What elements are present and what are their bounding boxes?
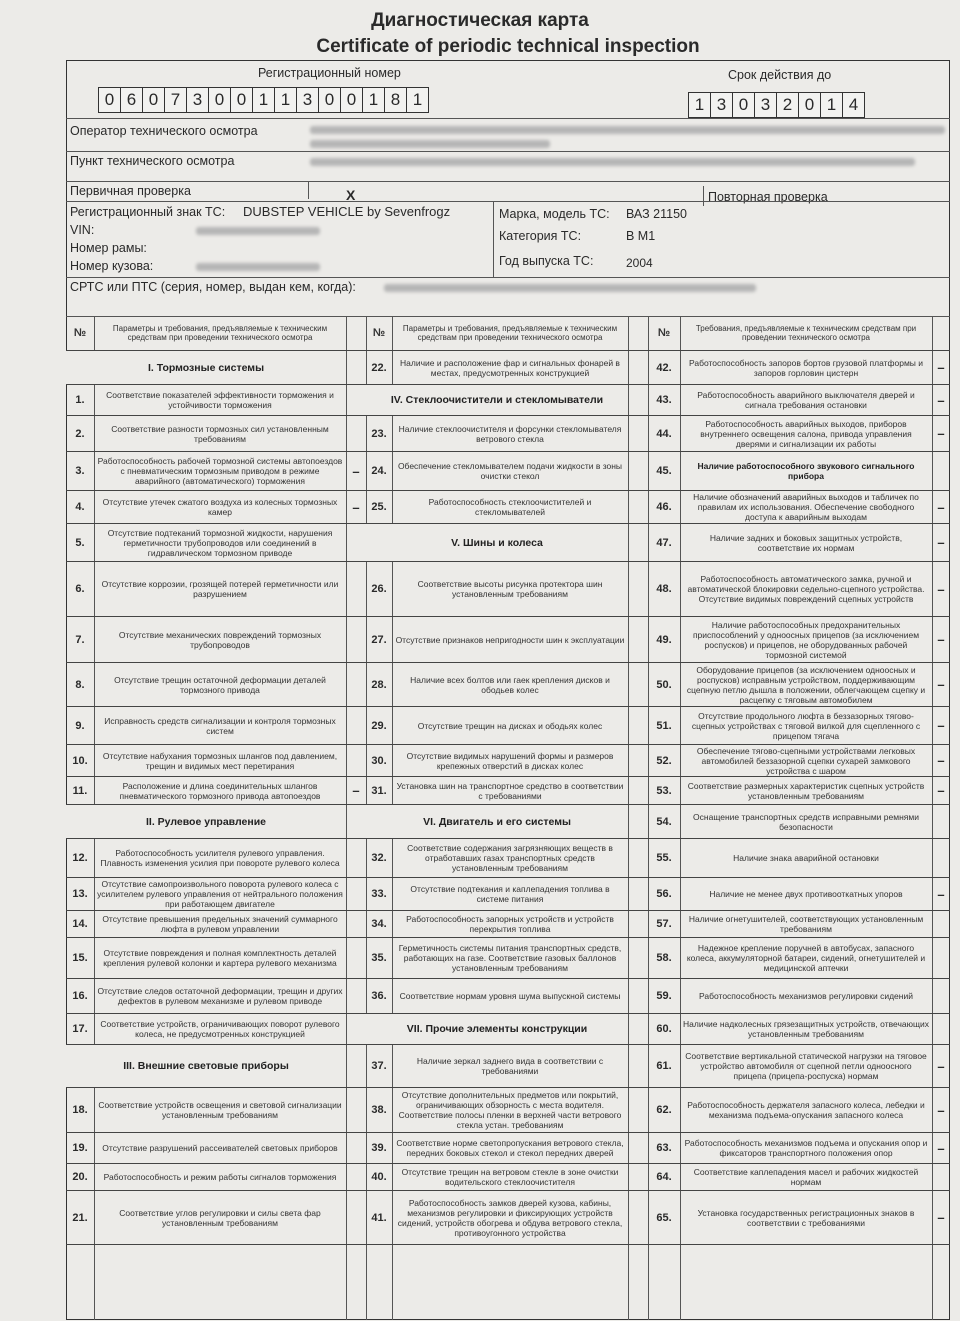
operator-redacted-2: [310, 140, 550, 148]
valid-until-digits: [688, 92, 864, 118]
row-number: 26.: [366, 562, 392, 617]
row-mark: [628, 707, 648, 745]
requirement-text: Наличие не менее двух противооткатных упоров: [680, 878, 932, 911]
row-number: 10.: [66, 745, 94, 777]
plate-value: DUBSTEP VEHICLE by Sevenfrogz: [243, 204, 451, 219]
row-number: 59.: [648, 979, 680, 1014]
row-number: 33.: [366, 878, 392, 911]
row-number: 47.: [648, 524, 680, 562]
requirement-text: Соответствие каплепадения масел и рабочих жидкостей нормам: [680, 1164, 932, 1191]
requirement-text: Соответствие вертикальной статической нагрузки на тяговое устройство автомобиля от сцепной петли одноосного прицепа (прицепа-роспуска) нормам: [680, 1045, 932, 1088]
row-number: 5.: [66, 524, 94, 562]
row-mark: [628, 1014, 648, 1045]
reg-number-label: Регистрационный номер: [258, 66, 401, 80]
divider: [66, 277, 950, 278]
digit-box: 1: [688, 92, 711, 118]
requirement-text: Работоспособность аварийного выключателя дверей и сигнала требования остановки: [680, 385, 932, 416]
row-mark: –: [932, 385, 950, 416]
row-mark: [628, 524, 648, 562]
col2-no-header: №: [366, 316, 392, 351]
requirement-text: Работоспособность замков дверей кузова, кабины, механизмов регулировки и фиксирующих устройств сидений, устройств обогрева и обдува ветрового стекла, противоугонного устройства: [392, 1191, 628, 1245]
row-mark: [628, 1191, 648, 1245]
col2-mark-header: [628, 316, 648, 351]
requirement-text: Наличие работоспособного звукового сигнального прибора: [680, 452, 932, 491]
row-number: 1.: [66, 385, 94, 416]
row-number: 35.: [366, 938, 392, 979]
row-number: 15.: [66, 938, 94, 979]
requirement-text: Герметичность системы питания транспортных средств, работающих на газе. Соответствие газовых баллонов установленным требованиям: [392, 938, 628, 979]
row-mark: [628, 351, 648, 385]
srts-label: СРТС или ПТС (серия, номер, выдан кем, когда):: [70, 280, 356, 294]
requirement-text: Соответствие устройств, ограничивающих поворот рулевого колеса, не предусмотренных конструкцией: [94, 1014, 346, 1045]
requirement-text: Наличие огнетушителей, соответствующих установленным требованиям: [680, 911, 932, 938]
requirement-text: Исправность средств сигнализации и контроля тормозных систем: [94, 707, 346, 745]
row-mark: [628, 663, 648, 707]
requirement-text: Установка государственных регистрационных знаков в соответствии с требованиями: [680, 1191, 932, 1245]
col3-mark-header: [932, 316, 950, 351]
digit-box: 0: [98, 87, 121, 113]
divider: [493, 201, 494, 277]
row-mark: [628, 1164, 648, 1191]
row-mark: [628, 562, 648, 617]
row-mark: [932, 938, 950, 979]
row-mark: [346, 1164, 366, 1191]
requirement-text: Наличие стеклоочистителя и форсунки стекломывателя ветрового стекла: [392, 416, 628, 452]
year-label: Год выпуска ТС:: [499, 254, 594, 268]
digit-box: 0: [208, 87, 231, 113]
requirement-text: Наличие всех болтов или гаек крепления дисков и ободьев колес: [392, 663, 628, 707]
vin-label: VIN:: [70, 223, 95, 237]
requirement-text: Надежное крепление поручней в автобусах, запасного колеса, аккумуляторной батареи, сидений, огнетушителей и медицинской аптечки: [680, 938, 932, 979]
inspection-table: [66, 316, 950, 1320]
row-number: 43.: [648, 385, 680, 416]
row-mark: [346, 1088, 366, 1133]
requirement-text: Соответствие содержания загрязняющих веществ в отработавших газах транспортных средств установленным требованиям: [392, 839, 628, 878]
row-number: 37.: [366, 1045, 392, 1088]
requirement-text: Наличие и расположение фар и сигнальных фонарей в местах, предусмотренных конструкцией: [392, 351, 628, 385]
requirement-text: Наличие работоспособных предохранительных приспособлений у одноосных прицепов (за исключением роспусков) и прицепов, не оборудованных рабочей тормозной системой: [680, 617, 932, 663]
requirement-text: Наличие знака аварийной остановки: [680, 839, 932, 878]
row-number: 57.: [648, 911, 680, 938]
make-value: ВАЗ 21150: [626, 207, 687, 221]
repeat-check-label: Повторная проверка: [708, 190, 828, 204]
requirement-text: Наличие надколесных грязезащитных устройств, отвечающих установленным требованиям: [680, 1014, 932, 1045]
requirement-text: Отсутствие коррозии, грозящей потерей герметичности или разрушением: [94, 562, 346, 617]
point-redacted: [310, 158, 915, 166]
row-mark: [346, 805, 366, 839]
row-number: 28.: [366, 663, 392, 707]
row-mark: –: [932, 1133, 950, 1164]
divider: [66, 118, 950, 119]
row-number: 32.: [366, 839, 392, 878]
row-number: 56.: [648, 878, 680, 911]
requirement-text: Отсутствие утечек сжатого воздуха из колесных тормозных камер: [94, 491, 346, 524]
title-en: Certificate of periodic technical inspection: [316, 36, 700, 57]
row-mark: –: [932, 1191, 950, 1245]
digit-box: 2: [776, 92, 799, 118]
section-heading: V. Шины и колеса: [366, 524, 628, 562]
body-redacted: [196, 263, 320, 271]
digit-box: 1: [274, 87, 297, 113]
row-number: 38.: [366, 1088, 392, 1133]
row-number: 14.: [66, 911, 94, 938]
row-mark: –: [932, 351, 950, 385]
row-mark: –: [932, 617, 950, 663]
row-number: 52.: [648, 745, 680, 777]
primary-check-label: Первичная проверка: [70, 184, 191, 198]
srts-redacted: [384, 284, 756, 292]
digit-box: 3: [186, 87, 209, 113]
row-number: 51.: [648, 707, 680, 745]
row-mark: [628, 911, 648, 938]
col3-no-header: №: [648, 316, 680, 351]
row-mark: [346, 1045, 366, 1088]
row-number: 58.: [648, 938, 680, 979]
title-ru: Диагностическая карта: [371, 10, 589, 31]
row-number: 39.: [366, 1133, 392, 1164]
reg-number-digits: [98, 87, 428, 113]
requirement-text: Отсутствие подтекания и каплепадения топлива в системе питания: [392, 878, 628, 911]
requirement-text: Соответствие углов регулировки и силы света фар установленным требованиям: [94, 1191, 346, 1245]
requirement-text: Работоспособность запоров бортов грузовой платформы и запоров горловин цистерн: [680, 351, 932, 385]
row-mark: [346, 839, 366, 878]
requirement-text: Отсутствие трещин остаточной деформации деталей тормозного привода: [94, 663, 346, 707]
requirement-text: Отсутствие набухания тормозных шлангов под давлением, трещин и видимых мест перетирания: [94, 745, 346, 777]
requirement-text: Отсутствие признаков непригодности шин к эксплуатации: [392, 617, 628, 663]
requirement-text: Соответствие норме светопропускания ветрового стекла, передних боковых стекол и стекол передних дверей: [392, 1133, 628, 1164]
row-mark: –: [932, 1045, 950, 1088]
row-number: 9.: [66, 707, 94, 745]
row-mark: [628, 617, 648, 663]
row-number: 22.: [366, 351, 392, 385]
section-heading: II. Рулевое управление: [66, 805, 346, 839]
row-mark: [932, 911, 950, 938]
requirement-text: Работоспособность держателя запасного колеса, лебедки и механизма подъема-опускания запасного колеса: [680, 1088, 932, 1133]
row-mark: [346, 663, 366, 707]
col1-mark-header: [346, 316, 366, 351]
requirement-text: Отсутствие трещин на ветровом стекле в зоне очистки водительского стеклоочистителя: [392, 1164, 628, 1191]
row-mark: [932, 979, 950, 1014]
digit-box: 1: [362, 87, 385, 113]
row-mark: [346, 1014, 366, 1045]
row-mark: [346, 1133, 366, 1164]
requirement-text: Наличие задних и боковых защитных устройств, соответствие их нормам: [680, 524, 932, 562]
row-number: 27.: [366, 617, 392, 663]
row-number: 13.: [66, 878, 94, 911]
row-mark: [346, 707, 366, 745]
digit-box: 8: [384, 87, 407, 113]
row-number: 31.: [366, 777, 392, 805]
row-number: 55.: [648, 839, 680, 878]
row-mark: –: [932, 663, 950, 707]
digit-box: 3: [296, 87, 319, 113]
requirement-text: Отсутствие самопроизвольного поворота рулевого колеса с усилителем рулевого управления от нейтрального положения при работающем двигателе: [94, 878, 346, 911]
row-mark: [628, 1045, 648, 1088]
col1-no-header: №: [66, 316, 94, 351]
row-number: 54.: [648, 805, 680, 839]
row-number: 34.: [366, 911, 392, 938]
requirement-text: Соответствие устройств освещения и световой сигнализации установленным требованиям: [94, 1088, 346, 1133]
row-number: 23.: [366, 416, 392, 452]
requirement-text: Оснащение транспортных средств исправными ремнями безопасности: [680, 805, 932, 839]
row-mark: [628, 1133, 648, 1164]
requirement-text: Работоспособность стеклоочистителей и стекломывателей: [392, 491, 628, 524]
plate-label: Регистрационный знак ТС:: [70, 205, 226, 219]
valid-until-label: Срок действия до: [728, 68, 832, 82]
digit-box: 6: [120, 87, 143, 113]
divider: [703, 186, 704, 206]
requirement-text: Отсутствие повреждения и полная комплектность деталей крепления рулевой колонки и картера рулевого механизма: [94, 938, 346, 979]
row-mark: [628, 491, 648, 524]
row-mark: –: [346, 491, 366, 524]
category-label: Категория ТС:: [499, 229, 582, 243]
section-heading: VII. Прочие элементы конструкции: [366, 1014, 628, 1045]
requirement-text: Отсутствие продольного люфта в беззазорных тягово-сцепных устройствах с тяговой вилкой для сцепленного с прицепом тягача: [680, 707, 932, 745]
digit-box: 1: [406, 87, 429, 113]
requirement-text: Отсутствие подтеканий тормозной жидкости, нарушения герметичности трубопроводов или соединений в гидравлическом тормозном приводе: [94, 524, 346, 562]
requirement-text: Работоспособность механизмов подъема и опускания опор и фиксаторов транспортного положения опор: [680, 1133, 932, 1164]
row-mark: [346, 745, 366, 777]
row-mark: –: [932, 878, 950, 911]
year-value: 2004: [626, 256, 653, 270]
requirement-text: Отсутствие разрушений рассеивателей световых приборов: [94, 1133, 346, 1164]
digit-box: 0: [318, 87, 341, 113]
col2-header: Параметры и требования, предъявляемые к техническим средствам при проведении технического осмотра: [392, 316, 628, 351]
row-mark: [628, 452, 648, 491]
requirement-text: Обеспечение тягово-сцепными устройствами легковых автомобилей беззазорной сцепки сухарей замкового устройства с шаром: [680, 745, 932, 777]
row-number: 48.: [648, 562, 680, 617]
row-number: 6.: [66, 562, 94, 617]
row-number: 62.: [648, 1088, 680, 1133]
row-mark: [628, 839, 648, 878]
frame-number-label: Номер рамы:: [70, 241, 147, 255]
digit-box: 1: [252, 87, 275, 113]
row-mark: [628, 938, 648, 979]
requirement-text: Отсутствие трещин на дисках и ободьях колес: [392, 707, 628, 745]
requirement-text: Соответствие размерных характеристик сцепных устройств установленным требованиям: [680, 777, 932, 805]
requirement-text: Работоспособность усилителя рулевого управления. Плавность изменения усилия при повороте рулевого колеса: [94, 839, 346, 878]
make-label: Марка, модель ТС:: [499, 207, 610, 221]
digit-box: 0: [732, 92, 755, 118]
section-heading: I. Тормозные системы: [66, 351, 346, 385]
row-number: 40.: [366, 1164, 392, 1191]
divider: [66, 201, 950, 202]
divider: [66, 151, 950, 152]
row-mark: [628, 1088, 648, 1133]
requirement-text: Установка шин на транспортное средство в соответствии с требованиями: [392, 777, 628, 805]
row-mark: [346, 617, 366, 663]
digit-box: 0: [798, 92, 821, 118]
row-mark: [346, 416, 366, 452]
digit-box: 0: [340, 87, 363, 113]
row-mark: [628, 878, 648, 911]
category-value: В М1: [626, 229, 656, 243]
requirement-text: Наличие зеркал заднего вида в соответствии с требованиями: [392, 1045, 628, 1088]
row-mark: [932, 805, 950, 839]
row-number: 7.: [66, 617, 94, 663]
digit-box: 3: [754, 92, 777, 118]
requirement-text: Соответствие разности тормозных сил установленным требованиям: [94, 416, 346, 452]
row-number: 44.: [648, 416, 680, 452]
point-label: Пункт технического осмотра: [70, 154, 235, 168]
row-number: 21.: [66, 1191, 94, 1245]
requirement-text: Работоспособность запорных устройств и устройств перекрытия топлива: [392, 911, 628, 938]
row-mark: [346, 911, 366, 938]
requirement-text: Соответствие нормам уровня шума выпускной системы: [392, 979, 628, 1014]
row-number: 11.: [66, 777, 94, 805]
requirement-text: Оборудование прицепов (за исключением одноосных и роспусков) исправным устройством, поддерживающим сцепную петлю дышла в положении, облегчающем сцепку и расцепку с тяговым автомобилем: [680, 663, 932, 707]
row-number: 25.: [366, 491, 392, 524]
requirement-text: Работоспособность автоматического замка, ручной и автоматической блокировки седельно-сцепного устройства. Отсутствие видимых повреждений сцепных устройств: [680, 562, 932, 617]
row-mark: –: [346, 452, 366, 491]
requirement-text: Работоспособность механизмов регулировки сидений: [680, 979, 932, 1014]
requirement-text: Расположение и длина соединительных шлангов пневматического тормозного привода автопоездов: [94, 777, 346, 805]
requirement-text: Работоспособность рабочей тормозной системы автопоездов с пневматическим тормозным приводом в режиме аварийного (автоматического) торможения: [94, 452, 346, 491]
col3-header: Требования, предъявляемые к техническим средствам при проведении технического осмотра: [680, 316, 932, 351]
row-mark: –: [932, 777, 950, 805]
row-number: 8.: [66, 663, 94, 707]
row-mark: [346, 1191, 366, 1245]
row-number: 24.: [366, 452, 392, 491]
row-mark: [932, 1164, 950, 1191]
primary-check-mark: X: [346, 187, 356, 203]
row-mark: [628, 979, 648, 1014]
row-number: 16.: [66, 979, 94, 1014]
row-number: 53.: [648, 777, 680, 805]
row-mark: [346, 385, 366, 416]
row-number: 64.: [648, 1164, 680, 1191]
requirement-text: Работоспособность аварийных выходов, приборов внутреннего освещения салона, привода управления дверями и сигнализации их работы: [680, 416, 932, 452]
row-mark: –: [932, 416, 950, 452]
row-mark: [346, 524, 366, 562]
row-mark: [346, 351, 366, 385]
row-number: 61.: [648, 1045, 680, 1088]
operator-redacted: [310, 126, 945, 134]
digit-box: 7: [164, 87, 187, 113]
row-mark: [932, 1014, 950, 1045]
requirement-text: Отсутствие механических повреждений тормозных трубопроводов: [94, 617, 346, 663]
row-number: 2.: [66, 416, 94, 452]
divider: [308, 181, 309, 199]
row-number: 45.: [648, 452, 680, 491]
col1-header: Параметры и требования, предъявляемые к техническим средствам при проведении технического осмотра: [94, 316, 346, 351]
digit-box: 0: [230, 87, 253, 113]
row-number: 18.: [66, 1088, 94, 1133]
row-number: 60.: [648, 1014, 680, 1045]
row-number: 63.: [648, 1133, 680, 1164]
row-mark: [932, 839, 950, 878]
requirement-text: Работоспособность и режим работы сигналов торможения: [94, 1164, 346, 1191]
requirement-text: Соответствие высоты рисунка протектора шин установленным требованиям: [392, 562, 628, 617]
row-number: 30.: [366, 745, 392, 777]
row-number: 36.: [366, 979, 392, 1014]
row-mark: –: [932, 562, 950, 617]
row-mark: [628, 416, 648, 452]
row-number: 41.: [366, 1191, 392, 1245]
digit-box: 0: [142, 87, 165, 113]
section-heading: III. Внешние световые приборы: [66, 1045, 346, 1088]
row-number: 46.: [648, 491, 680, 524]
row-mark: [628, 745, 648, 777]
row-mark: –: [932, 491, 950, 524]
row-number: 42.: [648, 351, 680, 385]
row-mark: –: [932, 1088, 950, 1133]
row-mark: [346, 938, 366, 979]
requirement-text: Обеспечение стекломывателем подачи жидкости в зоны очистки стекол: [392, 452, 628, 491]
row-number: 3.: [66, 452, 94, 491]
body-number-label: Номер кузова:: [70, 259, 154, 273]
row-number: 29.: [366, 707, 392, 745]
row-mark: –: [932, 524, 950, 562]
row-mark: [932, 452, 950, 491]
divider: [66, 181, 950, 182]
row-number: 4.: [66, 491, 94, 524]
row-number: 17.: [66, 1014, 94, 1045]
section-heading: VI. Двигатель и его системы: [366, 805, 628, 839]
row-number: 20.: [66, 1164, 94, 1191]
row-mark: [346, 562, 366, 617]
section-heading: IV. Стеклоочистители и стекломыватели: [366, 385, 628, 416]
row-number: 50.: [648, 663, 680, 707]
requirement-text: Отсутствие видимых нарушений формы и размеров крепежных отверстий в дисках колес: [392, 745, 628, 777]
digit-box: 1: [820, 92, 843, 118]
row-number: 12.: [66, 839, 94, 878]
vin-redacted: [196, 227, 320, 235]
row-mark: [628, 805, 648, 839]
operator-label: Оператор технического осмотра: [70, 124, 258, 138]
row-number: 19.: [66, 1133, 94, 1164]
row-mark: [628, 777, 648, 805]
digit-box: 4: [842, 92, 865, 118]
digit-box: 3: [710, 92, 733, 118]
requirement-text: Соответствие показателей эффективности торможения и устойчивости торможения: [94, 385, 346, 416]
requirement-text: Отсутствие дополнительных предметов или покрытий, ограничивающих обзорность с места водителя. Соответствие полосы пленки в верхней части ветрового стекла устан. требованиям: [392, 1088, 628, 1133]
row-mark: –: [932, 707, 950, 745]
requirement-text: Наличие обозначений аварийных выходов и табличек по правилам их использования. Обеспечение свободного доступа к аварийным выходам: [680, 491, 932, 524]
requirement-text: Отсутствие превышения предельных значений суммарного люфта в рулевом управлении: [94, 911, 346, 938]
row-mark: –: [346, 777, 366, 805]
row-mark: [628, 385, 648, 416]
requirement-text: Отсутствие следов остаточной деформации, трещин и других дефектов в рулевом механизме и рулевом приводе: [94, 979, 346, 1014]
row-mark: [346, 878, 366, 911]
row-number: 65.: [648, 1191, 680, 1245]
row-number: 49.: [648, 617, 680, 663]
row-mark: [346, 979, 366, 1014]
row-mark: –: [932, 745, 950, 777]
